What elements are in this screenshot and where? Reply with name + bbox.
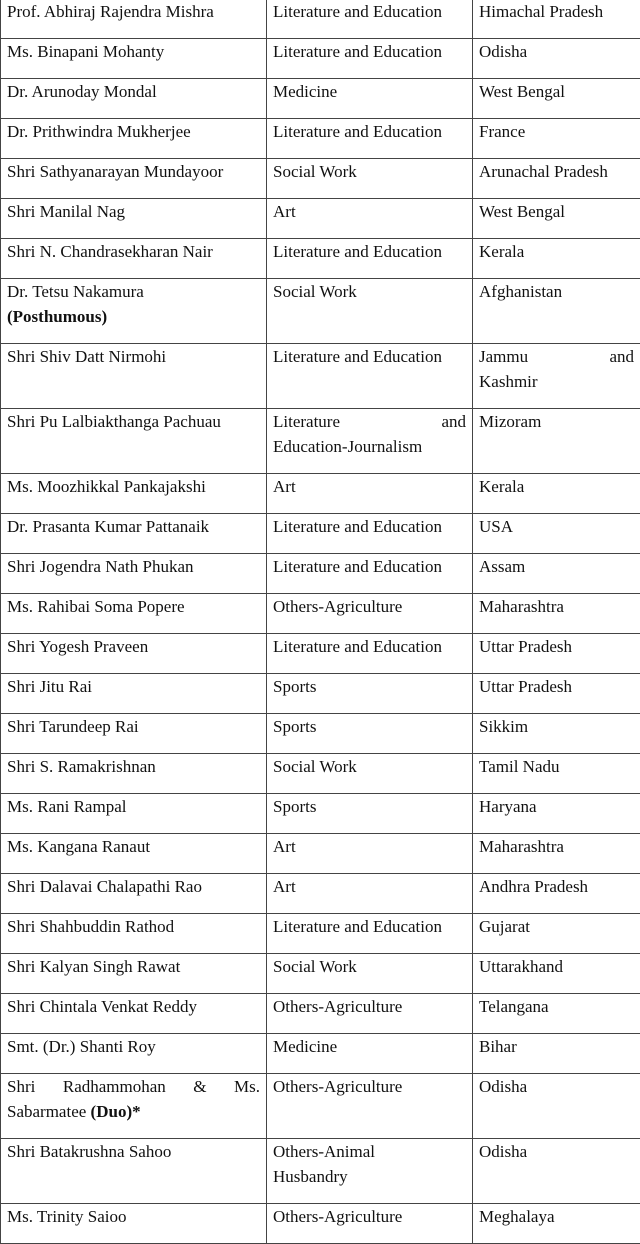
awardee-state: Odisha — [473, 1074, 640, 1139]
awardee-field: Art — [267, 834, 473, 874]
awardee-state: France — [473, 119, 640, 159]
awardee-state-cell — [473, 344, 640, 409]
awardee-state: Uttar Pradesh — [473, 674, 640, 714]
table-row — [1, 1074, 640, 1139]
awardee-field: Art — [267, 474, 473, 514]
awardee-state: Mizoram — [473, 409, 640, 474]
awardee-name: Shri Manilal Nag — [1, 199, 267, 239]
awardee-field: Literature and Education — [267, 914, 473, 954]
table-row — [1, 39, 640, 79]
table-row — [1, 914, 640, 954]
awardee-field: Literature and Education — [267, 39, 473, 79]
table-row — [1, 279, 640, 344]
awardee-state: Odisha — [473, 1139, 640, 1204]
awardee-name: Shri Dalavai Chalapathi Rao — [1, 874, 267, 914]
table-row — [1, 159, 640, 199]
awardee-name: Shri Tarundeep Rai — [1, 714, 267, 754]
table-row — [1, 954, 640, 994]
awardee-name: Shri Batakrushna Sahoo — [1, 1139, 267, 1204]
table-row — [1, 754, 640, 794]
awardee-field: Others-Agriculture — [267, 994, 473, 1034]
awardee-field: Literature and Education — [267, 634, 473, 674]
awardee-state: Maharashtra — [473, 594, 640, 634]
awardee-state: West Bengal — [473, 79, 640, 119]
awardee-state: Odisha — [473, 39, 640, 79]
awardee-state: Sikkim — [473, 714, 640, 754]
table-row — [1, 239, 640, 279]
awardee-name: Ms. Trinity Saioo — [1, 1204, 267, 1244]
awardee-name: Shri S. Ramakrishnan — [1, 754, 267, 794]
awardee-field: Medicine — [267, 1034, 473, 1074]
awardee-field: Literature and Education — [267, 344, 473, 409]
awardee-name: Shri Chintala Venkat Reddy — [1, 994, 267, 1034]
awardee-state: Telangana — [473, 994, 640, 1034]
awardee-state: Tamil Nadu — [473, 754, 640, 794]
awardee-field: Literature and Education — [267, 119, 473, 159]
awardee-state-line1: Jammu and — [479, 344, 634, 369]
table-row — [1, 834, 640, 874]
awardee-name: Shri Shiv Datt Nirmohi — [1, 344, 267, 409]
awardee-field: Art — [267, 874, 473, 914]
awardee-state: Afghanistan — [473, 279, 640, 344]
awardee-field-cell — [267, 409, 473, 474]
table-row — [1, 634, 640, 674]
awardee-name: Dr. Tetsu Nakamura — [7, 279, 260, 304]
table-row — [1, 714, 640, 754]
table-row — [1, 0, 640, 39]
table-row — [1, 594, 640, 634]
duo-note: (Duo)* — [91, 1102, 141, 1121]
awardee-field-line1: Others-Animal — [273, 1139, 466, 1164]
table-row — [1, 1034, 640, 1074]
awardee-state: Kerala — [473, 239, 640, 279]
table-row — [1, 344, 640, 409]
awardee-field-line2: Husbandry — [273, 1164, 466, 1189]
awardee-state: West Bengal — [473, 199, 640, 239]
awardee-field: Medicine — [267, 79, 473, 119]
awardee-field: Art — [267, 199, 473, 239]
awardee-state: Bihar — [473, 1034, 640, 1074]
awardee-state: Uttarakhand — [473, 954, 640, 994]
awardee-field: Others-Agriculture — [267, 1204, 473, 1244]
awardee-field: Social Work — [267, 159, 473, 199]
awardee-state: Assam — [473, 554, 640, 594]
table-row — [1, 409, 640, 474]
table-row — [1, 1204, 640, 1244]
table-row — [1, 79, 640, 119]
awardee-field: Sports — [267, 674, 473, 714]
awardee-field-cell — [267, 1139, 473, 1204]
awardee-field: Social Work — [267, 954, 473, 994]
awardee-field-line2: Education-Journalism — [273, 434, 466, 459]
awardee-field: Sports — [267, 714, 473, 754]
awardee-name: Smt. (Dr.) Shanti Roy — [1, 1034, 267, 1074]
awardee-name: Dr. Prasanta Kumar Pattanaik — [1, 514, 267, 554]
awardee-state: Gujarat — [473, 914, 640, 954]
table-row — [1, 119, 640, 159]
awardee-name: Shri N. Chandrasekharan Nair — [1, 239, 267, 279]
awardee-name: Shri Jitu Rai — [1, 674, 267, 714]
awardee-name-cell — [1, 1074, 267, 1139]
table-row — [1, 794, 640, 834]
table-row — [1, 199, 640, 239]
table-row — [1, 554, 640, 594]
table-row — [1, 514, 640, 554]
awardee-field: Social Work — [267, 279, 473, 344]
awardee-field: Others-Agriculture — [267, 594, 473, 634]
awardee-name: Shri Pu Lalbiakthanga Pachuau — [1, 409, 267, 474]
awardee-state: Haryana — [473, 794, 640, 834]
awardee-name-line1: Shri Radhammohan & Ms. — [7, 1074, 260, 1099]
table-row — [1, 874, 640, 914]
awardee-state: Uttar Pradesh — [473, 634, 640, 674]
awardee-state-line2: Kashmir — [479, 369, 634, 394]
awardee-name: Prof. Abhiraj Rajendra Mishra — [1, 0, 267, 39]
awardee-name: Ms. Moozhikkal Pankajakshi — [1, 474, 267, 514]
awardee-state: USA — [473, 514, 640, 554]
awardee-name-cell — [1, 279, 267, 344]
awardee-state: Himachal Pradesh — [473, 0, 640, 39]
awardee-field: Literature and Education — [267, 554, 473, 594]
awardee-field: Others-Agriculture — [267, 1074, 473, 1139]
awardee-name: Ms. Binapani Mohanty — [1, 39, 267, 79]
table-row — [1, 1139, 640, 1204]
awardee-state: Kerala — [473, 474, 640, 514]
awardee-name: Ms. Rani Rampal — [1, 794, 267, 834]
posthumous-note: (Posthumous) — [7, 304, 260, 329]
awardee-field: Social Work — [267, 754, 473, 794]
awardee-state: Arunachal Pradesh — [473, 159, 640, 199]
awardee-name-line2: Sabarmatee — [7, 1102, 86, 1121]
awardee-field: Literature and Education — [267, 0, 473, 39]
awardee-state: Maharashtra — [473, 834, 640, 874]
awardee-name: Shri Shahbuddin Rathod — [1, 914, 267, 954]
awardee-name: Shri Yogesh Praveen — [1, 634, 267, 674]
awardee-state: Meghalaya — [473, 1204, 640, 1244]
awardee-field: Literature and Education — [267, 239, 473, 279]
awardee-field: Literature and Education — [267, 514, 473, 554]
table-row — [1, 474, 640, 514]
awardee-name: Ms. Rahibai Soma Popere — [1, 594, 267, 634]
awardee-name: Shri Kalyan Singh Rawat — [1, 954, 267, 994]
awardee-name: Dr. Prithwindra Mukherjee — [1, 119, 267, 159]
awardee-name: Shri Jogendra Nath Phukan — [1, 554, 267, 594]
table-row — [1, 674, 640, 714]
awardee-name: Ms. Kangana Ranaut — [1, 834, 267, 874]
awardee-state: Andhra Pradesh — [473, 874, 640, 914]
awardee-field: Sports — [267, 794, 473, 834]
awardee-name: Shri Sathyanarayan Mundayoor — [1, 159, 267, 199]
table-row — [1, 994, 640, 1034]
awardee-field-line1: Literature and — [273, 409, 466, 434]
awardee-name: Dr. Arunoday Mondal — [1, 79, 267, 119]
